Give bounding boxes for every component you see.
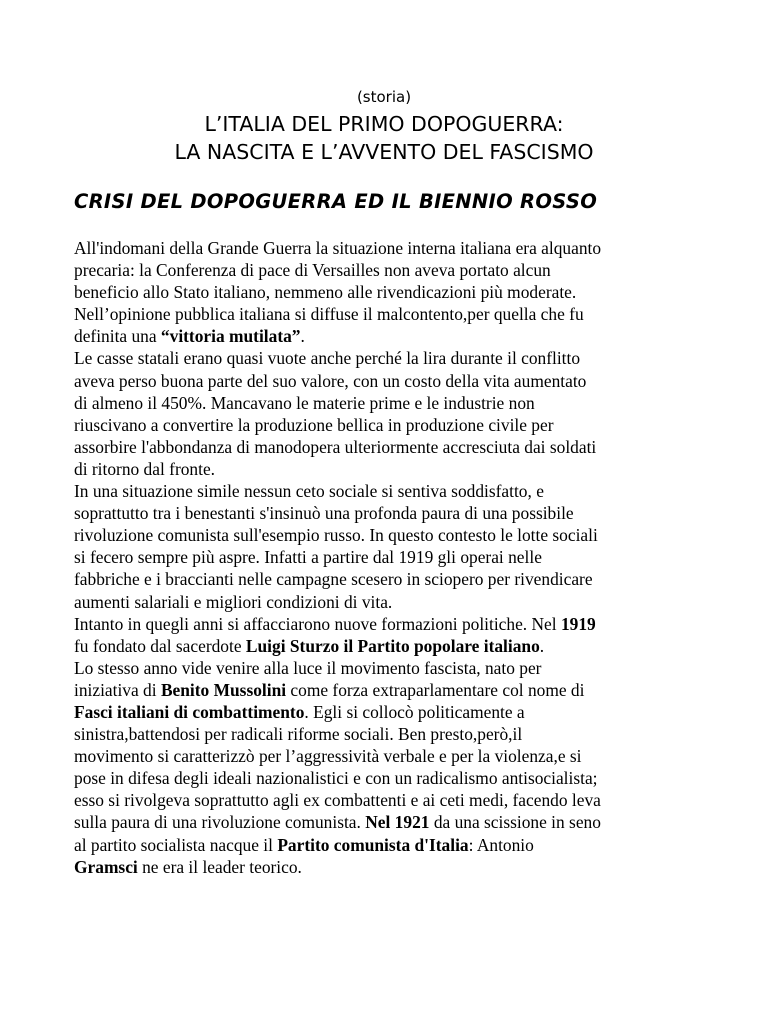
text-line [74, 679, 714, 701]
text-run: come forza extraparlamentare col nome di [286, 679, 585, 700]
text-run: sulla paura di una rivoluzione comunista. [74, 812, 366, 833]
body-text [74, 237, 714, 878]
text-line [74, 392, 714, 414]
text-run: iniziativa di [74, 679, 161, 700]
text-line [74, 789, 714, 811]
bold-text-run: Fasci italiani di combattimento [74, 701, 305, 722]
text-run: assorbire l'abbondanza di manodopera ulteriormente accresciuta dai soldati [74, 436, 597, 457]
text-run: rivoluzione comunista sull'esempio russo. In questo contesto le lotte sociali [74, 525, 598, 546]
text-line [74, 502, 714, 524]
text-line [74, 436, 714, 458]
text-run: soprattutto tra i benestanti s'insinuò una profonda paura di una possibile [74, 503, 574, 524]
text-run: ne era il leader teorico. [137, 856, 302, 877]
text-line [74, 458, 714, 480]
text-line [74, 414, 714, 436]
text-run: All'indomani della Grande Guerra la situazione interna italiana era alquanto [74, 238, 602, 258]
text-line [74, 856, 714, 878]
text-run: di almeno il 450%. Mancavano le materie prime e le industrie non [74, 392, 535, 413]
text-line [74, 701, 714, 723]
bold-text-run: Nel 1921 [365, 812, 430, 833]
text-run: fu fondato dal sacerdote [74, 635, 246, 656]
text-run: sinistra,battendosi per radicali riforme sociali. Ben presto,però,il [74, 724, 523, 745]
text-run: Le casse statali erano quasi vuote anche perché la lira durante il conflitto [74, 348, 581, 369]
text-line [74, 281, 714, 303]
text-run: al partito socialista nacque il [74, 834, 278, 855]
bold-text-run: Benito Mussolini [160, 679, 287, 700]
text-run: esso si rivolgeva soprattutto agli ex combattenti e ai ceti medi, facendo leva [74, 790, 601, 811]
text-run: . Egli si collocò politicamente a [304, 701, 525, 722]
text-run: beneficio allo Stato italiano, nemmeno alle rivendicazioni più moderate. [74, 282, 577, 303]
text-line [74, 591, 714, 613]
bold-text-run: “vittoria mutilata” [160, 326, 301, 347]
text-run: si fecero sempre più aspre. Infatti a partire dal 1919 gli operai nelle [74, 547, 542, 568]
text-run: . [300, 326, 305, 347]
title-line-2: LA NASCITA E L’AVVENTO DEL FASCISMO [174, 140, 594, 164]
section-heading: CRISI DEL DOPOGUERRA ED IL BIENNIO ROSSO [74, 190, 598, 213]
bold-text-run: Luigi Sturzo il Partito popolare italiano [245, 635, 540, 656]
text-run: movimento si caratterizzò per l’aggressività verbale e per la violenza,e si [74, 746, 582, 767]
subject-label: (storia) [356, 88, 412, 106]
text-line [74, 657, 714, 679]
text-line [74, 723, 714, 745]
text-run: precaria: la Conferenza di pace di Versailles non aveva portato alcun [74, 260, 551, 281]
text-line [74, 546, 714, 568]
text-run: aveva perso buona parte del suo valore, con un costo della vita aumentato [74, 370, 587, 391]
text-line [74, 370, 714, 392]
text-line [74, 635, 714, 657]
text-run: fabbriche e i braccianti nelle campagne scesero in sciopero per rivendicare [74, 569, 593, 590]
text-line [74, 303, 714, 325]
bold-text-run: 1919 [560, 613, 596, 634]
page-title [0, 110, 768, 166]
text-run: : Antonio [468, 834, 534, 855]
text-line [74, 237, 714, 259]
text-run: pose in difesa degli ideali nazionalistici e con un radicalismo antisocialista; [74, 768, 598, 789]
text-run: da una scissione in seno [429, 812, 601, 833]
text-run: riuscivano a convertire la produzione bellica in produzione civile per [74, 414, 554, 435]
text-run: Lo stesso anno vide venire alla luce il movimento fascista, nato per [74, 657, 542, 678]
text-run: Intanto in quegli anni si affacciarono nuove formazioni politiche. Nel [74, 613, 561, 634]
text-line [74, 568, 714, 590]
text-line [74, 811, 714, 833]
text-line [74, 767, 714, 789]
text-run: Nell’opinione pubblica italiana si diffuse il malcontento,per quella che fu [74, 304, 584, 325]
text-run: definita una [74, 326, 161, 347]
text-line [74, 834, 714, 856]
text-run: aumenti salariali e migliori condizioni di vita. [74, 591, 393, 612]
text-line [74, 259, 714, 281]
bold-text-run: Gramsci [74, 856, 138, 877]
bold-text-run: Partito comunista d'Italia [277, 834, 469, 855]
title-line-1: L’ITALIA DEL PRIMO DOPOGUERRA: [204, 112, 564, 136]
text-line [74, 325, 714, 347]
text-run: . [539, 635, 545, 656]
text-run: In una situazione simile nessun ceto sociale si sentiva soddisfatto, e [74, 481, 544, 502]
text-run: di ritorno dal fronte. [74, 458, 216, 479]
text-line [74, 745, 714, 767]
text-line [74, 613, 714, 635]
text-line [74, 524, 714, 546]
text-line [74, 480, 714, 502]
text-line [74, 347, 714, 369]
